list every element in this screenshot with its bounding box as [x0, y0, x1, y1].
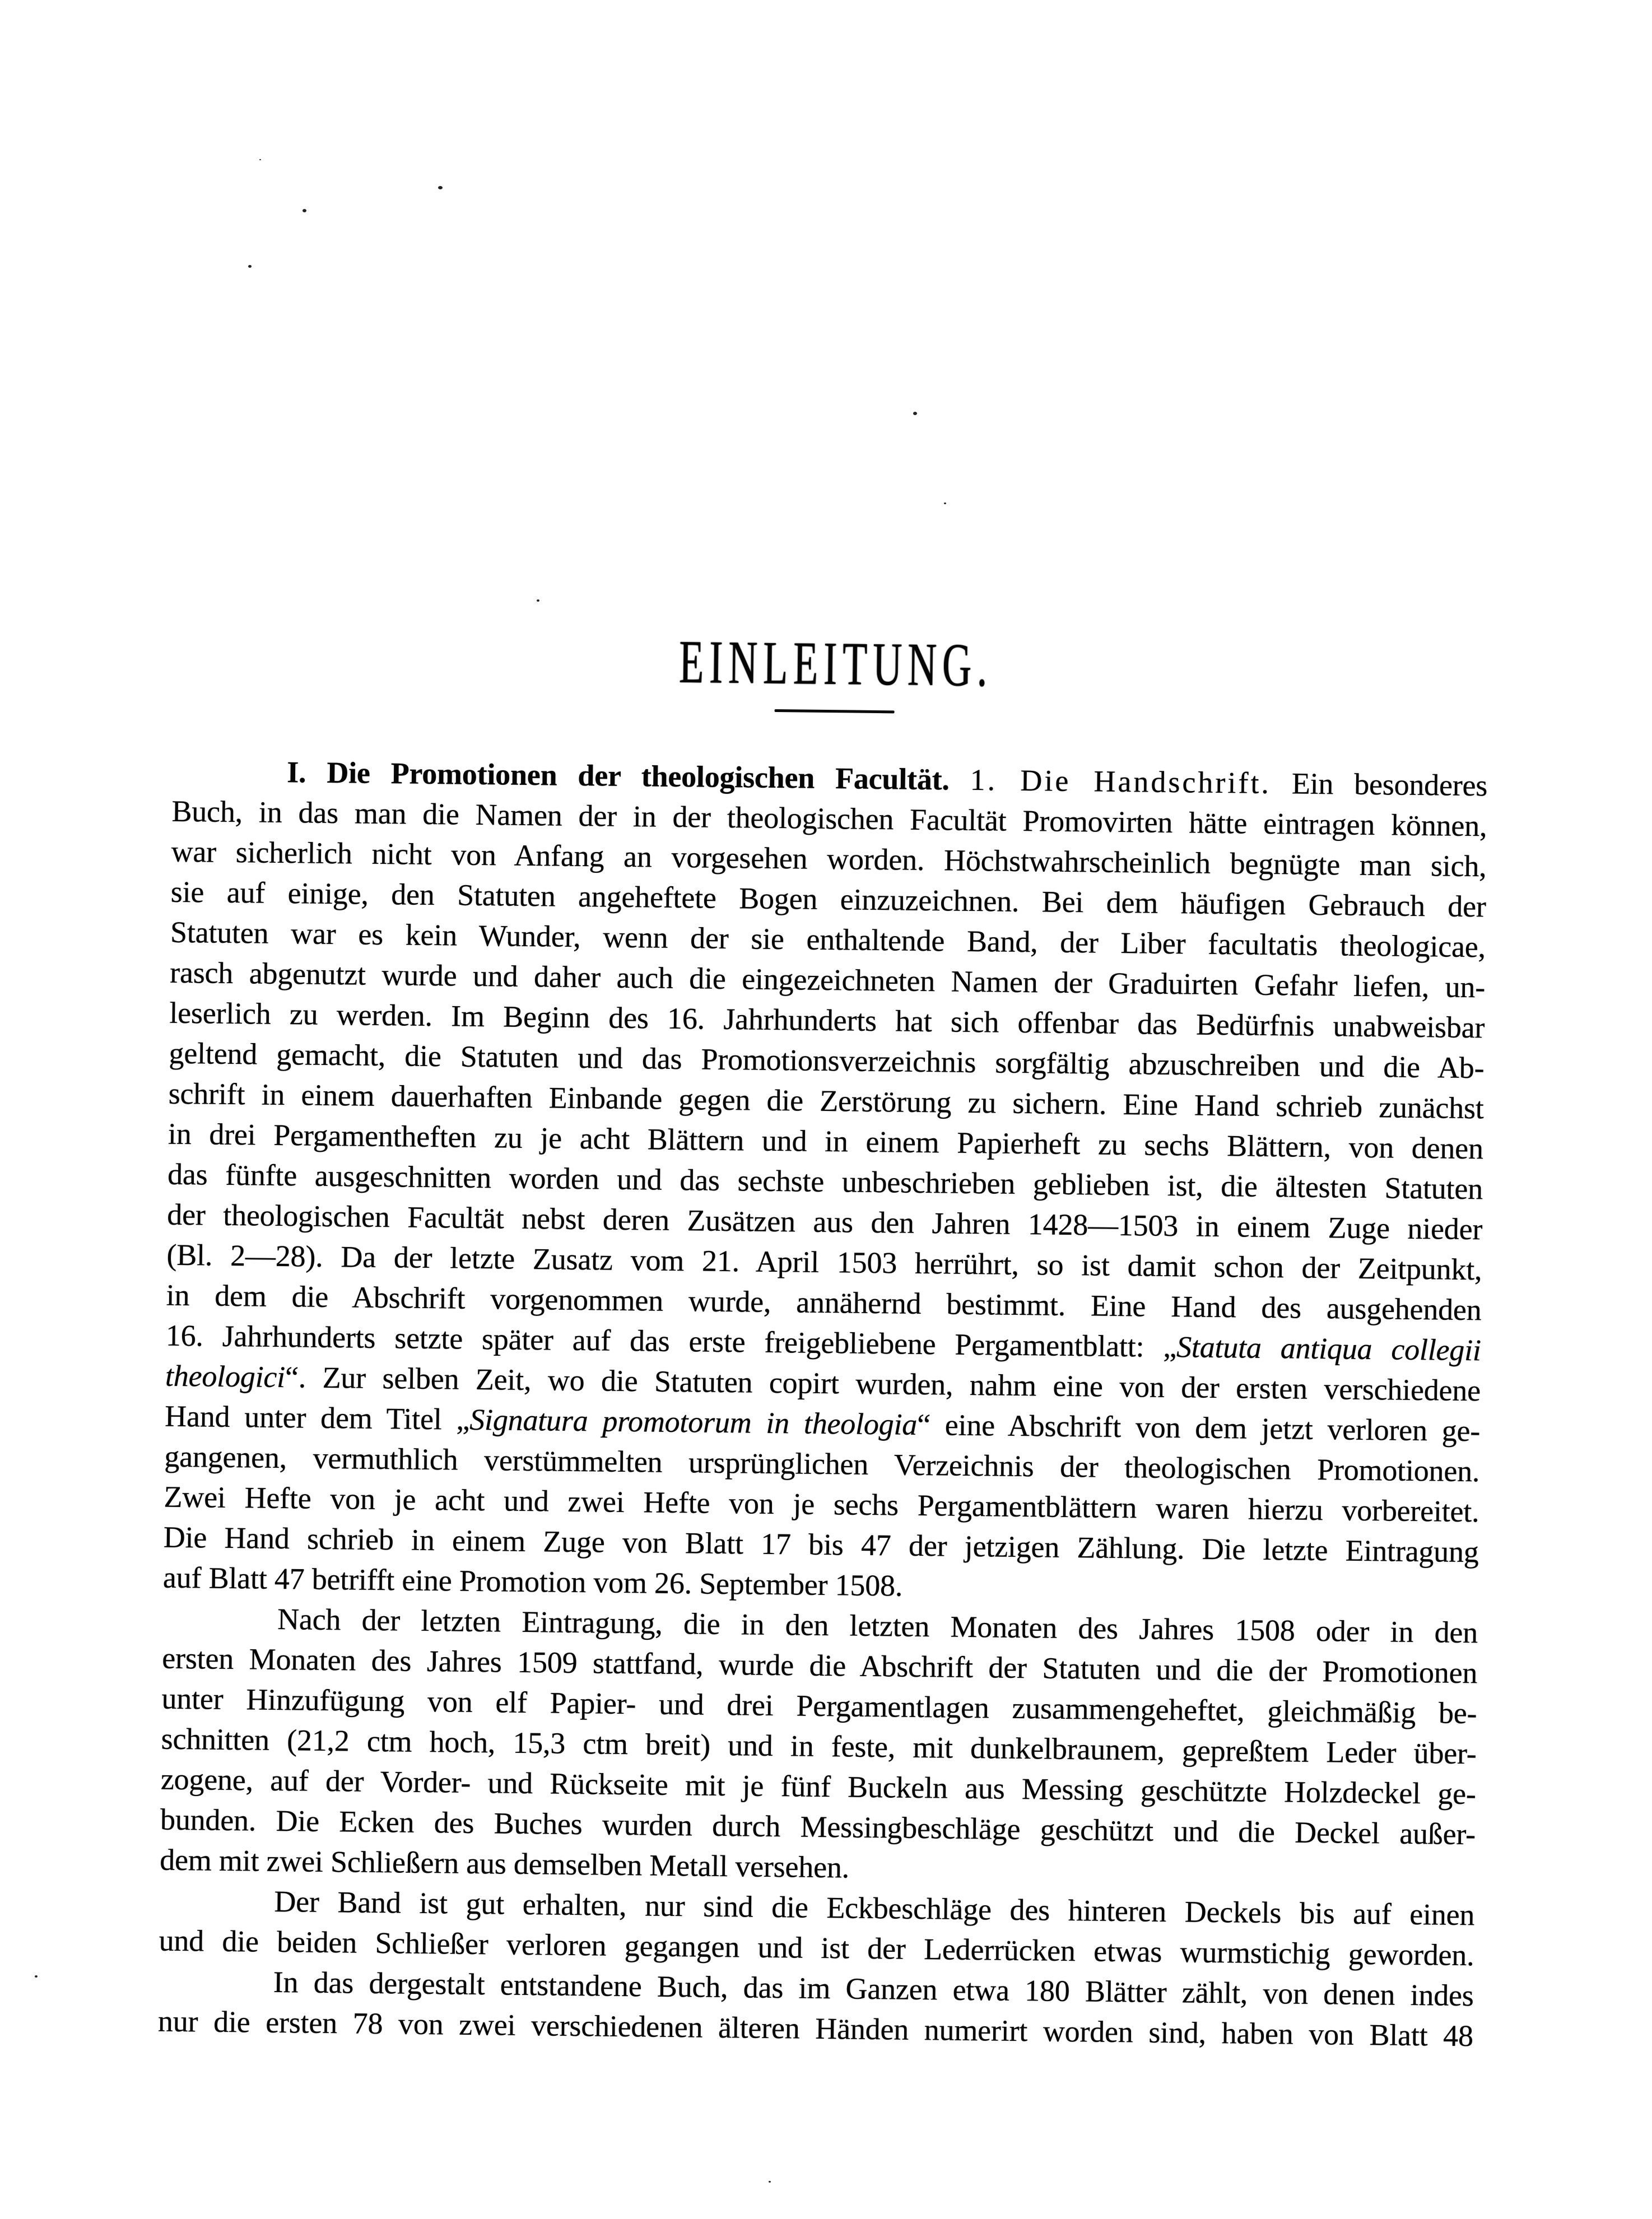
text-segment: Hand unter dem Titel „ [164, 1399, 470, 1436]
text-segment: Die Hand schrieb in einem Zuge von Blatt 17 bis 47 der jetzigen Zählung. Die letzte Eintragung [163, 1520, 1479, 1569]
text-segment: geltend gemacht, die Statuten und das Promotionsverzeichnis sorgfältig abzuschreiben und die Ab- [169, 1036, 1485, 1085]
text-segment: Statuten war es kein Wunder, wenn der sie enthaltende Band, der Liber facultatis theologicae, [170, 915, 1486, 964]
text-segment: der theologischen Facultät nebst deren Zusätzen aus den Jahren 1428—1503 in einem Zuge nieder [167, 1197, 1483, 1246]
text-segment: dem mit zwei Schließern aus demselben Metall versehen. [159, 1843, 850, 1885]
text-segment: und die beiden Schließer verloren gegangen und ist der Lederrücken etwas wurmstichig geworden. [159, 1923, 1474, 1973]
ink-speck [35, 1975, 38, 1978]
text-segment: Statuta antiqua collegii [1176, 1330, 1482, 1367]
title-divider-rule [775, 709, 895, 713]
ink-speck [944, 503, 946, 504]
ink-speck [769, 2181, 771, 2183]
text-segment: schnitten (21,2 ctm hoch, 15,3 ctm breit) und in feste, mit dunkelbraunem, gepreßtem Leder über- [161, 1722, 1477, 1771]
text-segment: In das dergestalt entstandene Buch, das im Ganzen etwa 180 Blätter zählt, von denen indes [273, 1965, 1474, 2013]
text-segment: “ eine Abschrift von dem jetzt verloren ge- [916, 1407, 1481, 1448]
text-segment: in drei Pergamentheften zu je acht Blättern und in einem Papierheft zu sechs Blättern, von denen [167, 1117, 1484, 1166]
text-segment: 1. Die Handschrift. [970, 762, 1272, 800]
text-segment: (Bl. 2—28). Da der letzte Zusatz vom 21. April 1503 herrührt, so ist damit schon der Zeitpunkt, [166, 1238, 1482, 1287]
text-segment: leserlich zu werden. Im Beginn des 16. Jahrhunderts hat sich offenbar das Bedürfnis unabweisbar [169, 995, 1485, 1045]
text-segment [949, 762, 970, 796]
text-segment: 16. Jahrhunderts setzte später auf das erste freigebliebene Pergamentblatt: „ [165, 1318, 1177, 1364]
ink-speck [259, 159, 261, 160]
text-segment: nur die ersten 78 von zwei verschiedenen älteren Händen numerirt worden sind, haben von Blatt 48 [157, 2004, 1474, 2053]
text-segment: Signatura promotorum in theologia [469, 1402, 918, 1441]
paragraph-indent [162, 1628, 277, 1629]
paragraph-indent [159, 1991, 273, 1992]
text-segment: schrift in einem dauerhaften Einbande gegen die Zerstörung zu sichern. Eine Hand schrieb zunächst [168, 1076, 1484, 1125]
ink-speck [913, 412, 917, 415]
text-segment: unter Hinzufügung von elf Papier- und drei Pergamentlagen zusammengeheftet, gleichmäßig be- [161, 1681, 1477, 1730]
text-segment: Der Band ist gut erhalten, nur sind die Eckbeschläge des hinteren Deckels bis auf einen [274, 1884, 1475, 1932]
text-segment: das fünfte ausgeschnitten worden und das sechste unbeschrieben geblieben ist, die ältesten Statuten [167, 1157, 1483, 1206]
text-segment: Zwei Hefte von je acht und zwei Hefte von je sechs Pergamentblättern waren hierzu vorbereitet. [164, 1480, 1479, 1529]
text-segment: gangenen, vermuthlich verstümmelten ursprünglichen Verzeichnis der theologischen Promotionen. [164, 1439, 1480, 1488]
text-segment: ersten Monaten des Jahres 1509 stattfand, wurde die Abschrift der Statuten und die der Promotionen [162, 1641, 1478, 1690]
text-segment: theologici [165, 1359, 286, 1394]
body-text-block [158, 751, 1488, 2056]
paragraph-indent [172, 781, 287, 782]
text-segment: Buch, in das man die Namen der in der theologischen Facultät Promovirten hätte eintragen können, [171, 794, 1487, 843]
paragraph-indent [159, 1910, 274, 1911]
text-segment: sie auf einige, den Statuten angeheftete Bogen einzuzeichnen. Bei dem häufigen Gebrauch der [170, 874, 1487, 924]
text-segment: “. Zur selben Zeit, wo die Statuten copirt wurden, nahm eine von der ersten verschiedene [285, 1360, 1481, 1408]
text-segment: in dem die Abschrift vorgenommen wurde, annähernd bestimmt. Eine Hand des ausgehenden [166, 1278, 1482, 1327]
text-segment: bunden. Die Ecken des Buches wurden durch Messingbeschläge geschützt und die Deckel außer- [160, 1802, 1476, 1852]
text-segment: rasch abgenutzt wurde und daher auch die eingezeichneten Namen der Graduirten Gefahr liefen, un- [169, 955, 1486, 1004]
ink-speck [303, 209, 306, 212]
text-segment: Nach der letzten Eintragung, die in den letzten Monaten des Jahres 1508 oder in den [277, 1602, 1478, 1650]
text-segment: war sicherlich nicht von Anfang an vorgesehen worden. Höchstwahrscheinlich begnügte man sich, [171, 834, 1487, 883]
text-segment: auf Blatt 47 betrifft eine Promotion vom 26. September 1508. [162, 1560, 903, 1603]
page-title: EINLEITUNG. [678, 627, 993, 700]
ink-speck [438, 186, 443, 189]
ink-speck [248, 265, 252, 268]
text-segment: zogene, auf der Vorder- und Rückseite mit je fünf Buckeln aus Messing geschützte Holzdeckel ge- [160, 1762, 1477, 1811]
text-segment: I. Die Promotionen der theologischen Facultät. [286, 755, 950, 797]
ink-speck [537, 599, 539, 602]
text-segment: Ein besonderes [1271, 766, 1488, 803]
